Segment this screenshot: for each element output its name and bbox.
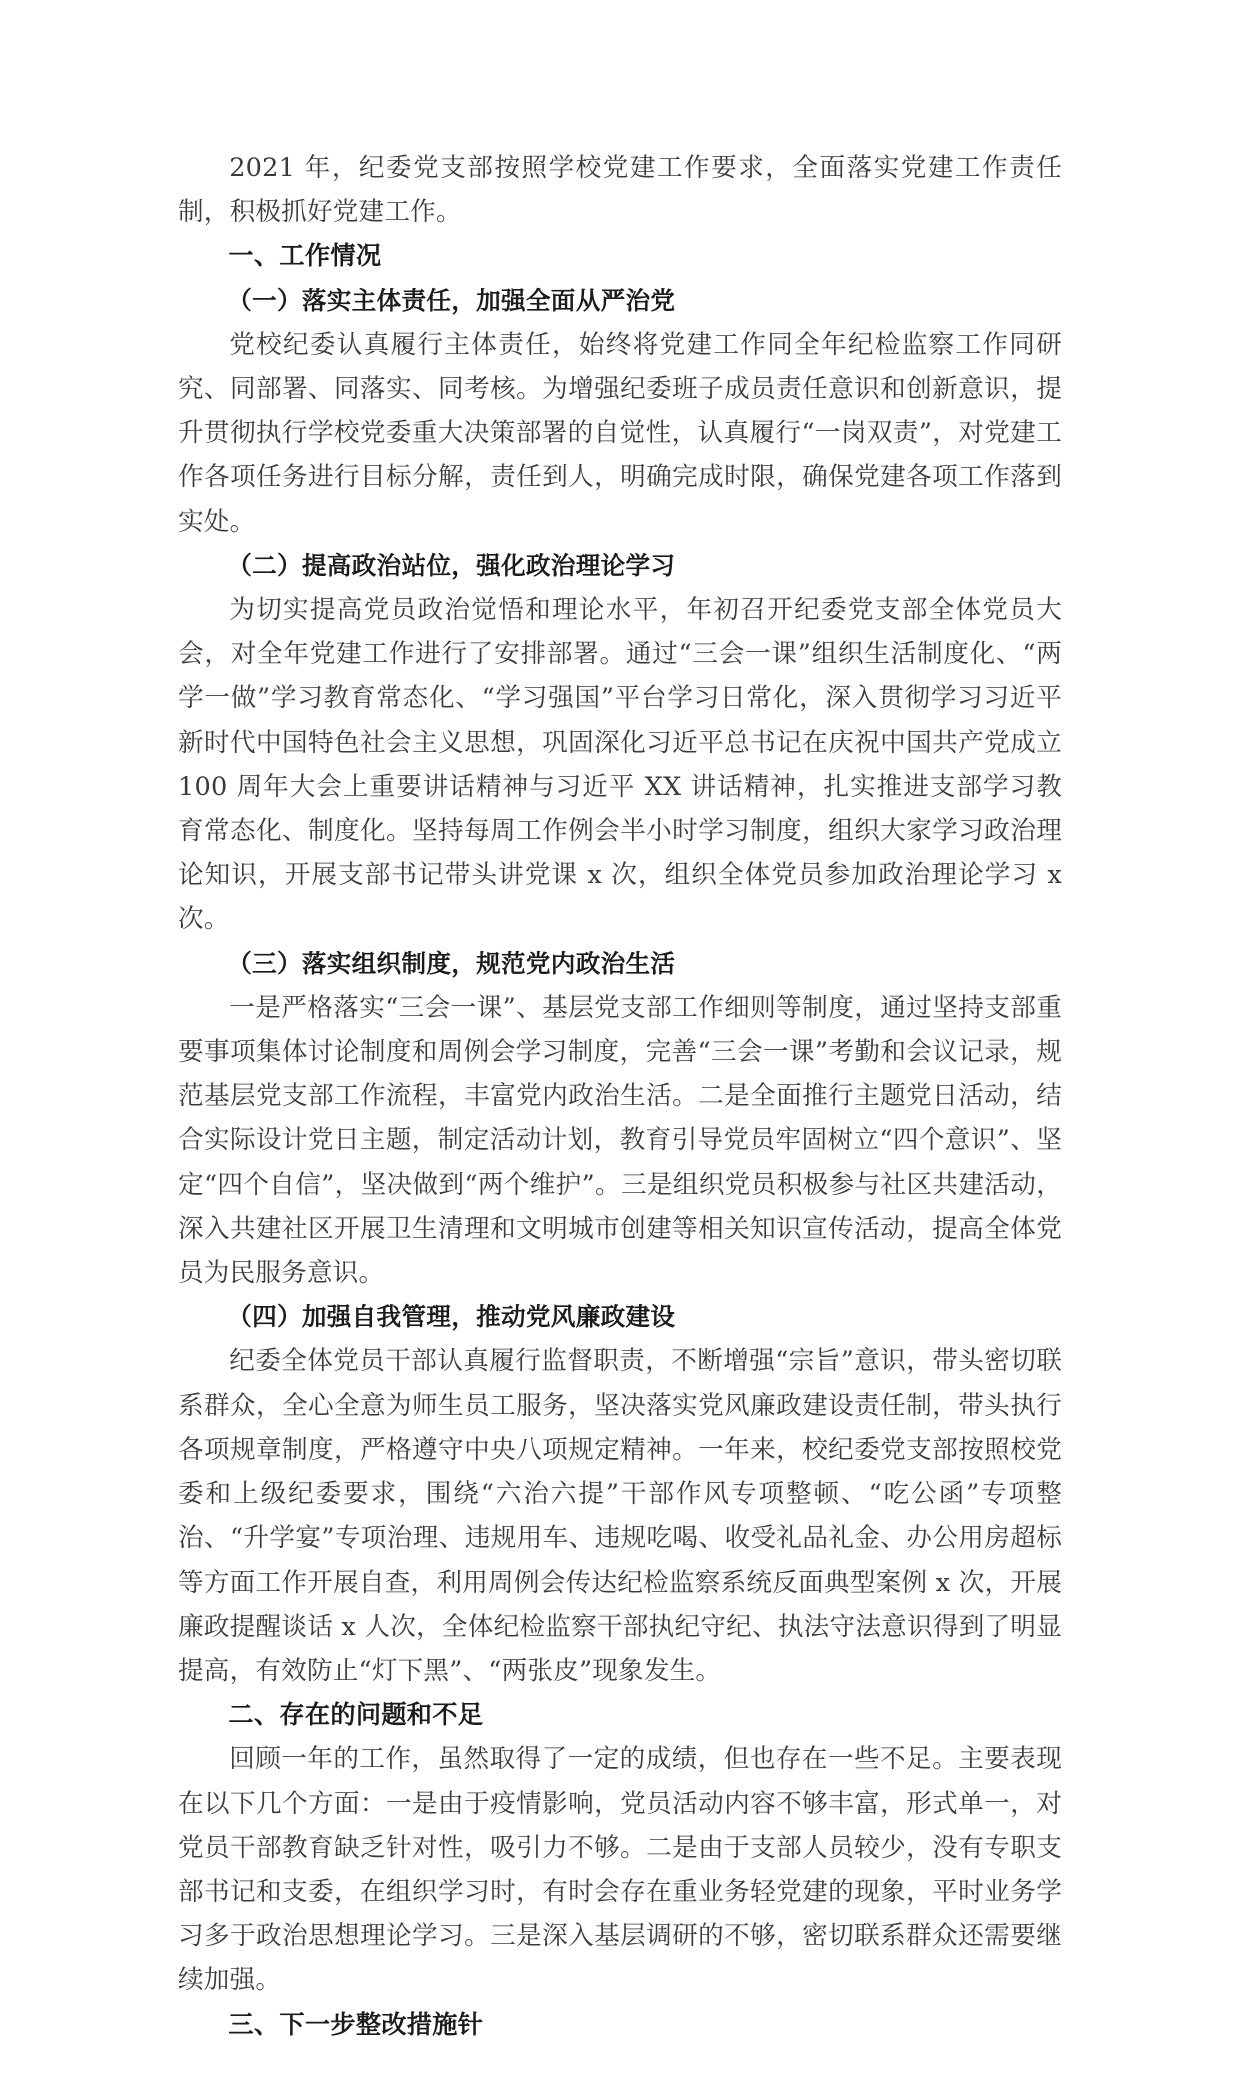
heading-political-study: （二）提高政治站位，强化政治理论学习 <box>227 550 676 580</box>
heading-work-situation: 一、工作情况 <box>228 241 382 271</box>
heading-next-steps: 三、下一步整改措施针 <box>228 2009 484 2039</box>
paragraph-self-management: 纪委全体党员干部认真履行监督职责，不断增强“宗旨”意识，带头密切联系群众，全心全意为师生员工服务，坚决落实党风廉政建设责任制，带头执行各项规章制度，严格遵守中央八项规定精神。一年来，校纪委党支部按照校党委和上级纪委要求，围绕“六治六提”干部作风专项整顿、“吃公函”专项整治、“升学宴”专项治理、违规用车、违规吃喝、收受礼品礼金、办公用房超标等方面工作开展自查，利用周例会传达纪检监察系统反面典型案例 x 次，开展廉政提醒谈话 x 人次，全体纪检监察干部执纪守纪、执法守法意识得到了明显提高，有效防止“灯下黑”、“两张皮”现象发生。 <box>178 1346 1062 1686</box>
heading-organization-system: （三）落实组织制度，规范党内政治生活 <box>227 948 676 978</box>
document-body <box>178 146 1062 2087</box>
paragraph-problems: 回顾一年的工作，虽然取得了一定的成绩，但也存在一些不足。主要表现在以下几个方面：一是由于疫情影响，党员活动内容不够丰富，形式单一，对党员干部教育缺乏针对性，吸引力不够。二是由于支部人员较少，没有专职支部书记和支委，在组织学习时，有时会存在重业务轻党建的现象，平时业务学习多于政治思想理论学习。三是深入基层调研的不够，密切联系群众还需要继续加强。 <box>178 1744 1062 1996</box>
heading-main-responsibility: （一）落实主体责任，加强全面从严治党 <box>227 285 676 315</box>
paragraph-intro: 2021 年，纪委党支部按照学校党建工作要求，全面落实党建工作责任制，积极抓好党建工作。 <box>178 153 1062 228</box>
heading-self-management: （四）加强自我管理，推动党风廉政建设 <box>227 1302 676 1332</box>
page-bottom-spacer <box>178 2047 1062 2087</box>
paragraph-political-study: 为切实提高党员政治觉悟和理论水平，年初召开纪委党支部全体党员大会，对全年党建工作进行了安排部署。通过“三会一课”组织生活制度化、“两学一做”学习教育常态化、“学习强国”平台学习日常化，深入贯彻学习习近平新时代中国特色社会主义思想，巩固深化习近平总书记在庆祝中国共产党成立 100 周年大会上重要讲话精神与习近平 XX 讲话精神，扎实推进支部学习教育常态化、制度化。坚持每周工作例会半小时学习制度，组织大家学习政治理论知识，开展支部书记带头讲党课 x 次，组织全体党员参加政治理论学习 x 次。 <box>178 595 1062 935</box>
paragraph-main-responsibility: 党校纪委认真履行主体责任，始终将党建工作同全年纪检监察工作同研究、同部署、同落实、同考核。为增强纪委班子成员责任意识和创新意识，提升贯彻执行学校党委重大决策部署的自觉性，认真履行“一岗双责”，对党建工作各项任务进行目标分解，责任到人，明确完成时限，确保党建各项工作落到实处。 <box>178 329 1062 537</box>
heading-problems: 二、存在的问题和不足 <box>228 1700 484 1730</box>
paragraph-organization-system: 一是严格落实“三会一课”、基层党支部工作细则等制度，通过坚持支部重要事项集体讨论制度和周例会学习制度，完善“三会一课”考勤和会议记录，规范基层党支部工作流程，丰富党内政治生活。二是全面推行主题党日活动，结合实际设计党日主题，制定活动计划，教育引导党员牢固树立“四个意识”、坚定“四个自信”，坚决做到“两个维护”。三是组织党员积极参与社区共建活动，深入共建社区开展卫生清理和文明城市创建等相关知识宣传活动，提高全体党员为民服务意识。 <box>178 992 1062 1289</box>
